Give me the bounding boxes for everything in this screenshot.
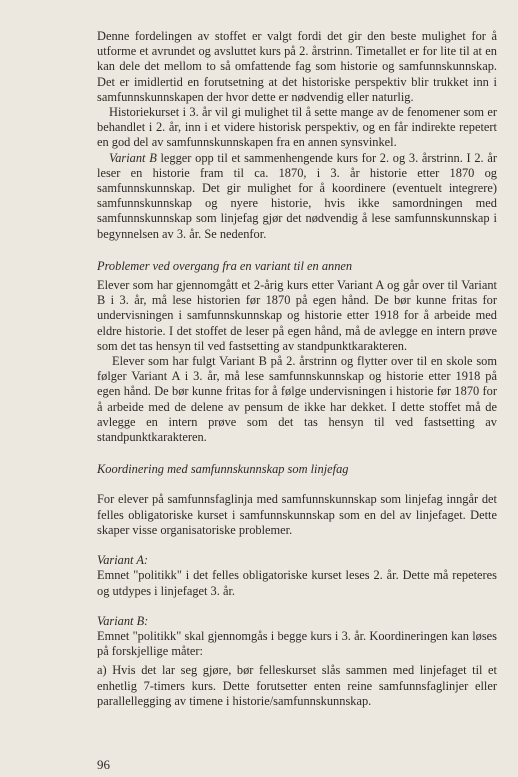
page-body [97, 29, 497, 709]
paragraph-text: legger opp til et sammenhengende kurs for 2. og 3. årstrinn. I 2. år leser en historie fram til ca. 1870, i 3. år historie etter 1870 og samfunnskunnskap. Det gir mulighet for å koordinere (eventuelt integrere) samfunnskunnskap og nyere historie, hvis ikke samordningen med samfunnskunnskap som linjefag gjør det nødvendig å lese samfunnskunnskap i begynnelsen av 3. år. Se nedenfor. [97, 150, 497, 241]
paragraph [97, 151, 497, 242]
paragraph: Emnet "politikk" i det felles obligatoriske kurset leses 2. år. Dette må repeteres og utdypes i linjefaget 3. år. [97, 568, 497, 598]
section-heading: Koordinering med samfunnskunnskap som linjefag [97, 462, 349, 477]
variant-a-heading: Variant A: [97, 553, 149, 568]
paragraph: Historiekurset i 3. år vil gi mulighet til å sette mange av de fenomener som er behandlet i 2. år, inn i et videre historisk perspektiv, og en får indirekte repetert en god del av samfunnskunnskapen fra en annen synsvinkel. [97, 105, 497, 150]
variant-b-label: Variant B [109, 150, 157, 165]
paragraph: Elever som har gjennomgått et 2-årig kurs etter Variant A og går over til Variant B i 3. år, må lese historien før 1870 på egen hånd. De bør kunne fritas for undervisningen i samfunnskunnskap og historie etter 1918 for å arbeide med eldre historie. I det stoffet de leser på egen hånd, må de avlegge en intern prøve som det tas hensyn til ved fastsetting av standpunktkarakteren. [97, 278, 497, 353]
variant-b-heading: Variant B: [97, 613, 149, 628]
paragraph: Denne fordelingen av stoffet er valgt fordi det gir den beste mulighet for å utforme et avrundet og avsluttet kurs på 2. årstrinn. Timetallet er for lite til at en kan dele det mellom to så omfattende fag som historie og samfunnskunnskap. Det er imidlertid en forutsetning at det historiske perspektiv blir trukket inn i samfunnskunnskapen der hvor dette er nødvendig eller naturlig. [97, 29, 497, 104]
paragraph: Emnet "politikk" skal gjennomgås i begge kurs i 3. år. Koordineringen kan løses på forskjellige måter: [97, 628, 497, 659]
paragraph: For elever på samfunnsfaglinja med samfunnskunnskap som linjefag inngår det felles obligatoriske kurset i samfunnskunnskap som en del av linjefaget. Dette skaper visse organisatoriske problemer. [97, 492, 497, 537]
page-number: 96 [97, 757, 110, 772]
section-heading: Problemer ved overgang fra en variant til en annen [97, 258, 353, 273]
list-item: a) Hvis det lar seg gjøre, bør felleskurset slås sammen med linjefaget til et enhetlig 7-timers kurs. Dette forutsetter enten reine samfunnsfaglinjer eller parallellegging av timene i historie/samfunnskunnskap. [97, 663, 497, 708]
paragraph: Elever som har fulgt Variant B på 2. årstrinn og flytter over til en skole som følger Variant A i 3. år, må lese samfunnskunnskap og historie etter 1918 på egen hånd. De bør kunne fritas for å følge undervisningen i historie før 1870 for å arbeide med de delene av pensum de ikke har dekket. I dette stoffet må de avlegge en intern prøve som det tas hensyn til ved fastsetting av standpunktkarakteren. [97, 354, 497, 445]
